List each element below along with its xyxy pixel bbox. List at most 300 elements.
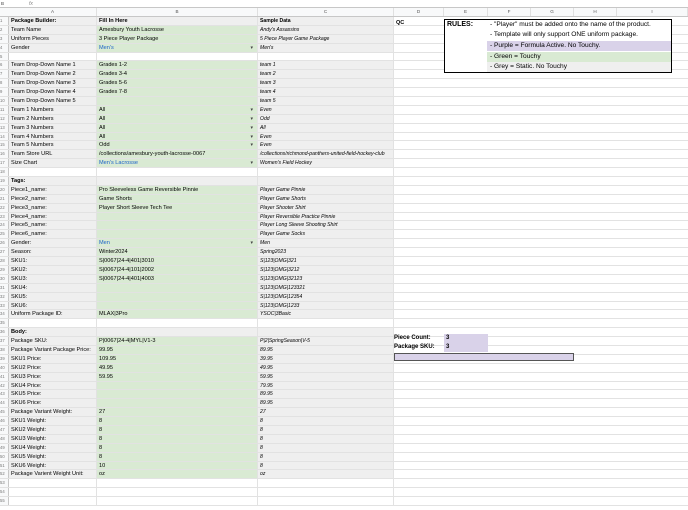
input-cell[interactable]	[97, 221, 258, 229]
row-number[interactable]: 51	[0, 462, 9, 470]
cell-label[interactable]: SKU1 Weight:	[9, 417, 97, 425]
column-header[interactable]: F	[488, 8, 531, 16]
row-number[interactable]: 35	[0, 319, 9, 327]
input-cell[interactable]	[97, 364, 258, 372]
cell-value: 109.95	[99, 355, 117, 362]
name-box[interactable]: B	[1, 1, 5, 6]
sample-cell[interactable]: S|123|OMG|123321	[258, 284, 394, 292]
row-number[interactable]: 22	[0, 204, 9, 212]
cell-label[interactable]	[9, 168, 97, 176]
cell-label[interactable]: Size Chart	[9, 159, 97, 167]
cell-label[interactable]: SKU6:	[9, 302, 97, 310]
cell-label[interactable]: SKU2 Weight:	[9, 426, 97, 434]
input-cell[interactable]	[97, 61, 258, 69]
package-sku-value[interactable]: 3	[444, 343, 488, 352]
row-number[interactable]: 14	[0, 133, 9, 141]
sample-cell[interactable]: S|123|OMG|1233	[258, 302, 394, 310]
cell-value: 8	[99, 426, 103, 433]
input-cell[interactable]	[97, 399, 258, 407]
input-cell[interactable]	[97, 426, 258, 434]
input-cell[interactable]	[97, 213, 258, 221]
table-row	[0, 302, 688, 311]
cell-label[interactable]: SKU4 Weight:	[9, 444, 97, 452]
table-row	[0, 177, 688, 186]
sample-cell[interactable]: Spring2023	[258, 248, 394, 256]
input-cell[interactable]	[97, 346, 258, 354]
cell-value: 10	[99, 462, 106, 469]
dropdown-cell[interactable]	[97, 141, 258, 149]
chevron-down-icon[interactable]: ▾	[250, 133, 253, 140]
row-number[interactable]: 29	[0, 266, 9, 274]
cell-label[interactable]: Body:	[9, 328, 97, 336]
cell-label[interactable]: Season:	[9, 248, 97, 256]
cell-value: 8	[99, 435, 103, 442]
rule-line: - Purple = Formula Active. No Touchy.	[487, 41, 671, 51]
row-number[interactable]: 2	[0, 26, 9, 34]
row-number[interactable]: 31	[0, 284, 9, 292]
input-cell[interactable]	[97, 230, 258, 238]
chevron-down-icon[interactable]: ▾	[250, 44, 253, 51]
rules-title: RULES:	[447, 21, 474, 28]
input-cell[interactable]	[97, 266, 258, 274]
table-row	[0, 150, 688, 159]
chevron-down-icon[interactable]: ▾	[250, 115, 253, 122]
row-number[interactable]: 55	[0, 497, 9, 505]
sample-cell[interactable]: 27	[258, 408, 394, 416]
table-row	[0, 284, 688, 293]
table-row	[0, 293, 688, 302]
row-number[interactable]: 8	[0, 79, 9, 87]
row-number[interactable]: 33	[0, 302, 9, 310]
input-cell[interactable]	[97, 88, 258, 96]
cell-value: Odd	[99, 142, 110, 149]
cell-label[interactable]: Uniform Pieces	[9, 35, 97, 43]
input-cell[interactable]	[97, 257, 258, 265]
sample-cell[interactable]: /collections/richmond-panthers-united-field-hockey-club	[258, 150, 394, 158]
input-cell[interactable]	[97, 444, 258, 452]
table-row	[0, 399, 688, 408]
table-row	[0, 470, 688, 479]
sample-cell[interactable]: Even	[258, 141, 394, 149]
row-number[interactable]: 36	[0, 328, 9, 336]
input-cell[interactable]	[97, 453, 258, 461]
dropdown-cell[interactable]	[97, 44, 258, 52]
cell-label[interactable]: Package SKU:	[9, 337, 97, 345]
row-number[interactable]: 26	[0, 239, 9, 247]
cell-label[interactable]: SKU5:	[9, 293, 97, 301]
cell-label[interactable]: SKU2 Price:	[9, 364, 97, 372]
sample-cell[interactable]: S|123|OMG|32123	[258, 275, 394, 283]
row-number[interactable]: 48	[0, 435, 9, 443]
row-number[interactable]: 10	[0, 97, 9, 105]
sample-cell[interactable]	[258, 328, 394, 336]
input-cell[interactable]	[97, 26, 258, 34]
sample-cell[interactable]: 8	[258, 453, 394, 461]
input-cell[interactable]	[97, 195, 258, 203]
column-header[interactable]: C	[258, 8, 394, 16]
sample-cell[interactable]: S|123|OMG|321	[258, 257, 394, 265]
row-number[interactable]: 17	[0, 159, 9, 167]
sample-cell[interactable]: oz	[258, 470, 394, 478]
row-number[interactable]: 15	[0, 141, 9, 149]
cell-label[interactable]: Team Name	[9, 26, 97, 34]
row-number[interactable]: 50	[0, 453, 9, 461]
cell-label[interactable]: Uniform Package ID:	[9, 310, 97, 318]
sample-cell[interactable]: team 4	[258, 88, 394, 96]
input-cell[interactable]	[97, 150, 258, 158]
sample-cell[interactable]: 89.95	[258, 390, 394, 398]
row-number[interactable]: 12	[0, 115, 9, 123]
cell-value: 8	[99, 418, 103, 425]
cell-label[interactable]: Package Builder:	[9, 17, 97, 25]
sample-cell[interactable]: Sample Data	[258, 17, 394, 25]
row-number[interactable]: 43	[0, 390, 9, 398]
chevron-down-icon[interactable]: ▾	[250, 142, 253, 149]
sample-cell[interactable]: 89.95	[258, 346, 394, 354]
row-number[interactable]: 7	[0, 70, 9, 78]
sample-cell[interactable]: Andy's Assassins	[258, 26, 394, 34]
cell-value: 8	[99, 453, 103, 460]
row-number[interactable]: 25	[0, 230, 9, 238]
sample-cell[interactable]: 59.95	[258, 373, 394, 381]
input-cell[interactable]	[97, 97, 258, 105]
sample-cell[interactable]: team 3	[258, 79, 394, 87]
row-number[interactable]: 41	[0, 373, 9, 381]
cell-value: Fill In Here	[99, 18, 128, 24]
row-number[interactable]: 44	[0, 399, 9, 407]
sample-cell[interactable]: Odd	[258, 115, 394, 123]
sample-cell[interactable]: Player Shooter Shirt	[258, 204, 394, 212]
cell-label[interactable]: Team Store URL	[9, 150, 97, 158]
cell-value: Winter2024	[99, 249, 128, 256]
row-number[interactable]: 42	[0, 382, 9, 390]
sample-cell[interactable]	[258, 177, 394, 185]
qc-label: QC	[396, 20, 405, 26]
row-number[interactable]: 45	[0, 408, 9, 416]
sample-cell[interactable]	[258, 488, 394, 496]
sample-cell[interactable]: 5 Piece Player Game Package	[258, 35, 394, 43]
cell-value: S|0067|24-4|401|4003	[99, 275, 154, 282]
cell-label[interactable]	[9, 53, 97, 61]
cell-value: MLAX|3Pro	[99, 311, 128, 318]
cell-label[interactable]: SKU1:	[9, 257, 97, 265]
table-row	[0, 417, 688, 426]
row-number[interactable]: 49	[0, 444, 9, 452]
cell-label[interactable]: Team Drop-Down Name 4	[9, 88, 97, 96]
input-cell[interactable]	[97, 435, 258, 443]
sample-cell[interactable]: 8	[258, 426, 394, 434]
cell-label[interactable]: Team 2 Numbers	[9, 115, 97, 123]
row-number[interactable]: 38	[0, 346, 9, 354]
row-number[interactable]: 16	[0, 150, 9, 158]
sample-cell[interactable]	[258, 53, 394, 61]
sample-cell[interactable]: Player Game Pinnie	[258, 186, 394, 194]
sample-cell[interactable]: S|123|OMG|3212	[258, 266, 394, 274]
dropdown-cell[interactable]	[97, 106, 258, 114]
table-row	[0, 462, 688, 471]
input-cell[interactable]	[97, 470, 258, 478]
input-cell[interactable]	[97, 35, 258, 43]
table-row	[0, 141, 688, 150]
table-row	[0, 275, 688, 284]
chevron-down-icon[interactable]: ▾	[250, 160, 253, 167]
sample-cell[interactable]: Men's	[258, 44, 394, 52]
table-row	[0, 390, 688, 399]
cell-value: Amesbury Youth Lacrosse	[99, 26, 164, 33]
cell-grid	[0, 17, 688, 506]
row-number[interactable]: 1	[0, 17, 9, 25]
input-cell[interactable]	[97, 186, 258, 194]
cell-label[interactable]: Gender:	[9, 239, 97, 247]
input-cell[interactable]	[97, 310, 258, 318]
cell-value: Grades 7-8	[99, 89, 127, 96]
input-cell[interactable]	[97, 204, 258, 212]
table-row	[0, 124, 688, 133]
cell-label[interactable]: SKU4:	[9, 284, 97, 292]
input-cell[interactable]	[97, 168, 258, 176]
table-row	[0, 479, 688, 488]
input-cell[interactable]	[97, 417, 258, 425]
cell-value: Player Short Sleeve Tech Tee	[99, 204, 173, 211]
sample-cell[interactable]: 8	[258, 435, 394, 443]
piece-count-value[interactable]: 3	[444, 334, 488, 343]
cell-value: 59.95	[99, 373, 113, 380]
table-row	[0, 195, 688, 204]
sample-cell[interactable]: 39.95	[258, 355, 394, 363]
table-row	[0, 186, 688, 195]
table-row	[0, 221, 688, 230]
formula-bar	[0, 0, 688, 8]
cell-label[interactable]: Piece1_name:	[9, 186, 97, 194]
sample-cell[interactable]: 49.95	[258, 364, 394, 372]
chevron-down-icon[interactable]: ▾	[250, 240, 253, 247]
cell-label[interactable]: Gender	[9, 44, 97, 52]
sample-cell[interactable]: Men	[258, 239, 394, 247]
sample-cell[interactable]: team 1	[258, 61, 394, 69]
row-number[interactable]: 20	[0, 186, 9, 194]
row-number[interactable]: 37	[0, 337, 9, 345]
input-cell[interactable]	[97, 319, 258, 327]
sample-cell[interactable]: Even	[258, 106, 394, 114]
sample-cell[interactable]: Player Long Sleeve Shooting Shirt	[258, 221, 394, 229]
row-number[interactable]: 24	[0, 221, 9, 229]
input-cell[interactable]	[97, 284, 258, 292]
input-cell[interactable]	[97, 479, 258, 487]
sample-cell[interactable]: Women's Field Hockey	[258, 159, 394, 167]
column-header[interactable]: A	[9, 8, 97, 16]
cell-label[interactable]: Piece3_name:	[9, 204, 97, 212]
cell-label[interactable]: Piece4_name:	[9, 213, 97, 221]
input-cell[interactable]	[97, 302, 258, 310]
cell-label[interactable]: SKU6 Price:	[9, 399, 97, 407]
table-row	[0, 204, 688, 213]
table-row	[0, 319, 688, 328]
table-row	[0, 230, 688, 239]
table-row	[0, 364, 688, 373]
row-number[interactable]: 39	[0, 355, 9, 363]
table-row	[0, 133, 688, 142]
cell-label[interactable]	[9, 479, 97, 487]
row-number[interactable]: 6	[0, 61, 9, 69]
row-number[interactable]: 27	[0, 248, 9, 256]
row-number[interactable]: 21	[0, 195, 9, 203]
cell-value: All	[99, 133, 106, 140]
cell-value: P|0067|24-4|MYL|V1-3	[99, 338, 156, 345]
input-cell[interactable]	[97, 355, 258, 363]
row-number[interactable]: 4	[0, 44, 9, 52]
input-cell[interactable]	[97, 275, 258, 283]
table-row	[0, 106, 688, 115]
sample-cell[interactable]: team 5	[258, 97, 394, 105]
table-row	[0, 355, 688, 364]
cell-label[interactable]	[9, 497, 97, 505]
cell-value: All	[99, 106, 106, 113]
piece-count-label: Piece Count:	[394, 335, 431, 341]
row-number[interactable]: 5	[0, 53, 9, 61]
sample-cell[interactable]: 8	[258, 462, 394, 470]
input-cell[interactable]	[97, 373, 258, 381]
input-cell[interactable]	[97, 248, 258, 256]
dropdown-cell[interactable]	[97, 239, 258, 247]
table-row	[0, 444, 688, 453]
cell-value: Grades 1-2	[99, 62, 127, 69]
cell-label[interactable]: Team 3 Numbers	[9, 124, 97, 132]
cell-label[interactable]: Piece6_name:	[9, 230, 97, 238]
row-number[interactable]: 47	[0, 426, 9, 434]
cell-label[interactable]	[9, 488, 97, 496]
column-header[interactable]: G	[531, 8, 574, 16]
cell-label[interactable]: SKU4 Price:	[9, 382, 97, 390]
input-cell[interactable]	[97, 79, 258, 87]
row-number[interactable]: 52	[0, 470, 9, 478]
cell-label[interactable]: SKU3 Price:	[9, 373, 97, 381]
cell-value: 49.95	[99, 364, 113, 371]
row-number[interactable]: 46	[0, 417, 9, 425]
cell-label[interactable]: Piece5_name:	[9, 221, 97, 229]
table-row	[0, 97, 688, 106]
sample-cell[interactable]	[258, 319, 394, 327]
sample-cell[interactable]: Even	[258, 133, 394, 141]
sample-cell[interactable]: Player Reversible Practice Pinnie	[258, 213, 394, 221]
cell-label[interactable]: SKU3 Weight:	[9, 435, 97, 443]
cell-label[interactable]: SKU6 Weight:	[9, 462, 97, 470]
column-header[interactable]: B	[97, 8, 258, 16]
input-cell[interactable]	[97, 293, 258, 301]
sample-cell[interactable]: 79.95	[258, 382, 394, 390]
sample-cell[interactable]: P|2|SpringSeason|V-5	[258, 337, 394, 345]
input-cell[interactable]	[97, 462, 258, 470]
input-cell[interactable]	[97, 382, 258, 390]
input-cell[interactable]	[97, 497, 258, 505]
input-cell[interactable]	[97, 488, 258, 496]
input-cell[interactable]	[97, 337, 258, 345]
sample-cell[interactable]	[258, 168, 394, 176]
row-number[interactable]: 3	[0, 35, 9, 43]
row-number[interactable]: 18	[0, 168, 9, 176]
row-number[interactable]: 53	[0, 479, 9, 487]
cell-label[interactable]	[9, 319, 97, 327]
rule-line: - Grey = Static. No Touchy	[487, 62, 671, 72]
sample-cell[interactable]: Player Game Socks	[258, 230, 394, 238]
row-number[interactable]: 9	[0, 88, 9, 96]
cell-label[interactable]: SKU1 Price:	[9, 355, 97, 363]
table-row	[0, 266, 688, 275]
sample-cell[interactable]: 8	[258, 444, 394, 452]
sample-cell[interactable]: Player Game Shorts	[258, 195, 394, 203]
dropdown-cell[interactable]	[97, 124, 258, 132]
sample-cell[interactable]: 89.95	[258, 399, 394, 407]
column-header[interactable]: I	[617, 8, 688, 16]
cell-label[interactable]: Piece2_name:	[9, 195, 97, 203]
cell-label[interactable]: Package Varient Weight Unit:	[9, 470, 97, 478]
table-row	[0, 239, 688, 248]
cell-label[interactable]: Package Variant Weight:	[9, 408, 97, 416]
row-number[interactable]: 34	[0, 310, 9, 318]
sample-cell[interactable]: All	[258, 124, 394, 132]
cell-label[interactable]: SKU2:	[9, 266, 97, 274]
input-cell[interactable]	[97, 70, 258, 78]
chevron-down-icon[interactable]: ▾	[250, 124, 253, 131]
input-cell[interactable]	[97, 177, 258, 185]
row-number[interactable]: 28	[0, 257, 9, 265]
row-number[interactable]: 13	[0, 124, 9, 132]
sample-cell[interactable]: S|123|OMG|12354	[258, 293, 394, 301]
cell-label[interactable]: Team Drop-Down Name 2	[9, 70, 97, 78]
cell-label[interactable]: SKU5 Weight:	[9, 453, 97, 461]
input-cell[interactable]	[97, 53, 258, 61]
dropdown-cell[interactable]	[97, 115, 258, 123]
column-header[interactable]: H	[574, 8, 617, 16]
column-header[interactable]: E	[444, 8, 488, 16]
sample-cell[interactable]: 8	[258, 417, 394, 425]
sample-cell[interactable]	[258, 497, 394, 505]
row-number[interactable]: 30	[0, 275, 9, 283]
cell-label[interactable]: Team 1 Numbers	[9, 106, 97, 114]
cell-label[interactable]: SKU5 Price:	[9, 390, 97, 398]
cell-value: Grades 3-4	[99, 71, 127, 78]
sample-cell[interactable]	[258, 479, 394, 487]
dropdown-cell[interactable]	[97, 159, 258, 167]
row-number[interactable]: 11	[0, 106, 9, 114]
row-number[interactable]: 23	[0, 213, 9, 221]
cell-label[interactable]: Team 5 Numbers	[9, 141, 97, 149]
chevron-down-icon[interactable]: ▾	[250, 106, 253, 113]
cell-label[interactable]: Tags:	[9, 177, 97, 185]
selected-range[interactable]	[394, 353, 574, 361]
input-cell[interactable]	[97, 328, 258, 336]
row-number[interactable]: 40	[0, 364, 9, 372]
input-cell[interactable]	[97, 390, 258, 398]
cell-label[interactable]: Team Drop-Down Name 3	[9, 79, 97, 87]
input-cell[interactable]	[97, 408, 258, 416]
input-cell[interactable]	[97, 17, 258, 25]
cell-label[interactable]: Team 4 Numbers	[9, 133, 97, 141]
row-number[interactable]: 19	[0, 177, 9, 185]
cell-label[interactable]: Package Variant Package Price:	[9, 346, 97, 354]
row-number[interactable]: 54	[0, 488, 9, 496]
column-header[interactable]: D	[394, 8, 444, 16]
sample-cell[interactable]: team 2	[258, 70, 394, 78]
cell-label[interactable]: SKU3:	[9, 275, 97, 283]
cell-label[interactable]: Team Drop-Down Name 5	[9, 97, 97, 105]
dropdown-cell[interactable]	[97, 133, 258, 141]
column-headers	[0, 8, 688, 17]
row-number[interactable]: 32	[0, 293, 9, 301]
sample-cell[interactable]: YSOC|3Basic	[258, 310, 394, 318]
cell-label[interactable]: Team Drop-Down Name 1	[9, 61, 97, 69]
cell-value: Game Shorts	[99, 195, 132, 202]
table-row	[0, 88, 688, 97]
